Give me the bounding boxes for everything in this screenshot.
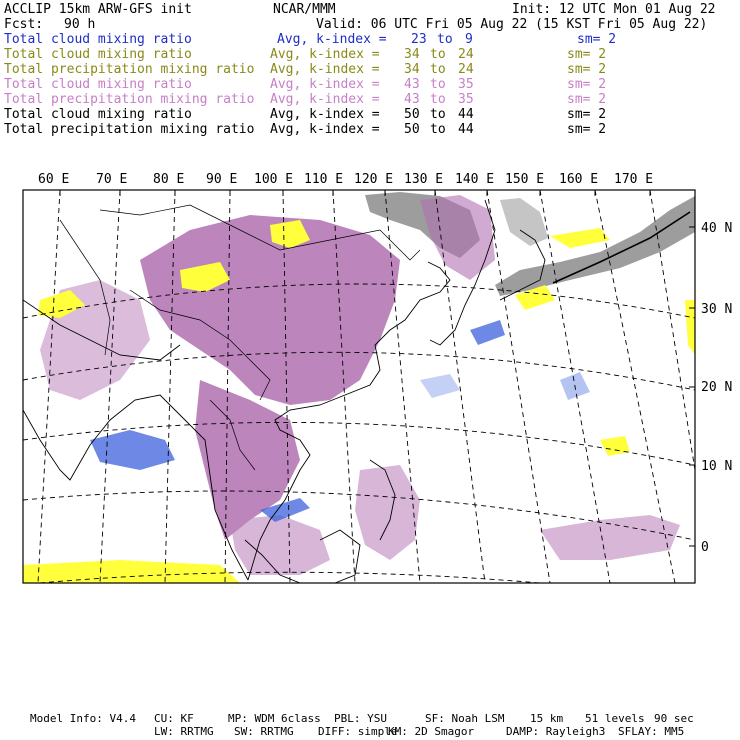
legend-to: to	[430, 47, 446, 62]
legend-to: to	[430, 77, 446, 92]
legend-k-from: 43	[404, 77, 420, 92]
footer-item: 90 sec	[654, 712, 694, 725]
legend-to: to	[430, 122, 446, 137]
legend-sm: sm= 2	[567, 62, 607, 77]
legend-k-from: 23	[411, 32, 427, 47]
footer-item: KM: 2D Smagor	[388, 725, 475, 738]
legend-k-from: 43	[404, 92, 420, 107]
legend-avg-label: Avg, k-index =	[270, 107, 380, 122]
longitude-label: 70 E	[96, 172, 128, 187]
legend-k-to: 35	[458, 77, 474, 92]
legend-sm: sm= 2	[577, 32, 617, 47]
legend-to: to	[430, 92, 446, 107]
fcst-value: 90 h	[64, 17, 96, 32]
latitude-label: 0	[701, 540, 709, 555]
legend-sm: sm= 2	[567, 107, 607, 122]
valid-time: Valid: 06 UTC Fri 05 Aug 22 (15 KST Fri 05 Aug 22)	[316, 17, 708, 32]
init-time: Init: 12 UTC Mon 01 Aug 22	[512, 2, 716, 17]
longitude-label: 110 E	[304, 172, 344, 187]
footer-item: 15 km	[530, 712, 564, 725]
legend-k-to: 9	[465, 32, 473, 47]
legend-sm: sm= 2	[567, 77, 607, 92]
longitude-label: 150 E	[505, 172, 545, 187]
footer-item: LW: RRTMG	[154, 725, 214, 738]
footer-item: CU: KF	[154, 712, 194, 725]
longitude-label: 80 E	[153, 172, 185, 187]
legend-avg-label: Avg, k-index =	[270, 62, 380, 77]
legend-k-from: 34	[404, 62, 420, 77]
legend-k-from: 34	[404, 47, 420, 62]
legend-sm: sm= 2	[567, 92, 607, 107]
legend-field-name: Total precipitation mixing ratio	[4, 122, 255, 137]
legend-field-name: Total precipitation mixing ratio	[4, 92, 255, 107]
legend-field-name: Total cloud mixing ratio	[4, 47, 192, 62]
legend-sm: sm= 2	[567, 122, 607, 137]
legend-k-to: 35	[458, 92, 474, 107]
footer-item: SF: Noah LSM	[425, 712, 505, 725]
legend-field-name: Total precipitation mixing ratio	[4, 62, 255, 77]
latitude-label: 10 N	[701, 459, 733, 474]
legend-k-to: 24	[458, 62, 474, 77]
latitude-label: 30 N	[701, 302, 733, 317]
legend-k-from: 50	[404, 107, 420, 122]
legend-avg-label: Avg, k-index =	[270, 77, 380, 92]
longitude-label: 140 E	[455, 172, 495, 187]
legend-avg-label: Avg, k-index =	[277, 32, 387, 47]
footer-item: PBL: YSU	[334, 712, 387, 725]
legend-field-name: Total cloud mixing ratio	[4, 77, 192, 92]
legend-k-to: 44	[458, 107, 474, 122]
legend-avg-label: Avg, k-index =	[270, 92, 380, 107]
longitude-label: 130 E	[404, 172, 444, 187]
latitude-label: 40 N	[701, 221, 733, 236]
legend-field-name: Total cloud mixing ratio	[4, 32, 192, 47]
legend-field-name: Total cloud mixing ratio	[4, 107, 192, 122]
footer-item: SFLAY: MM5	[618, 725, 685, 738]
footer-item: SW: RRTMG	[234, 725, 294, 738]
legend-k-to: 44	[458, 122, 474, 137]
legend-to: to	[430, 62, 446, 77]
footer-item: DIFF: simple	[318, 725, 398, 738]
legend-avg-label: Avg, k-index =	[270, 47, 380, 62]
longitude-label: 120 E	[354, 172, 394, 187]
footer-item: Model Info: V4.4	[30, 712, 136, 725]
legend-to: to	[430, 107, 446, 122]
footer-item: 51 levels	[585, 712, 645, 725]
legend-to: to	[437, 32, 453, 47]
longitude-label: 100 E	[254, 172, 294, 187]
legend-sm: sm= 2	[567, 47, 607, 62]
legend-avg-label: Avg, k-index =	[270, 122, 380, 137]
center-label: NCAR/MMM	[273, 2, 336, 17]
fcst-label: Fcst:	[4, 17, 44, 32]
footer-item: MP: WDM 6class	[228, 712, 321, 725]
longitude-label: 90 E	[206, 172, 238, 187]
longitude-label: 170 E	[614, 172, 654, 187]
footer-item: DAMP: Rayleigh3	[506, 725, 606, 738]
longitude-label: 60 E	[38, 172, 70, 187]
legend-k-from: 50	[404, 122, 420, 137]
map-title: ACCLIP 15km ARW-GFS init	[4, 2, 192, 17]
longitude-label: 160 E	[559, 172, 599, 187]
latitude-label: 20 N	[701, 380, 733, 395]
legend-k-to: 24	[458, 47, 474, 62]
